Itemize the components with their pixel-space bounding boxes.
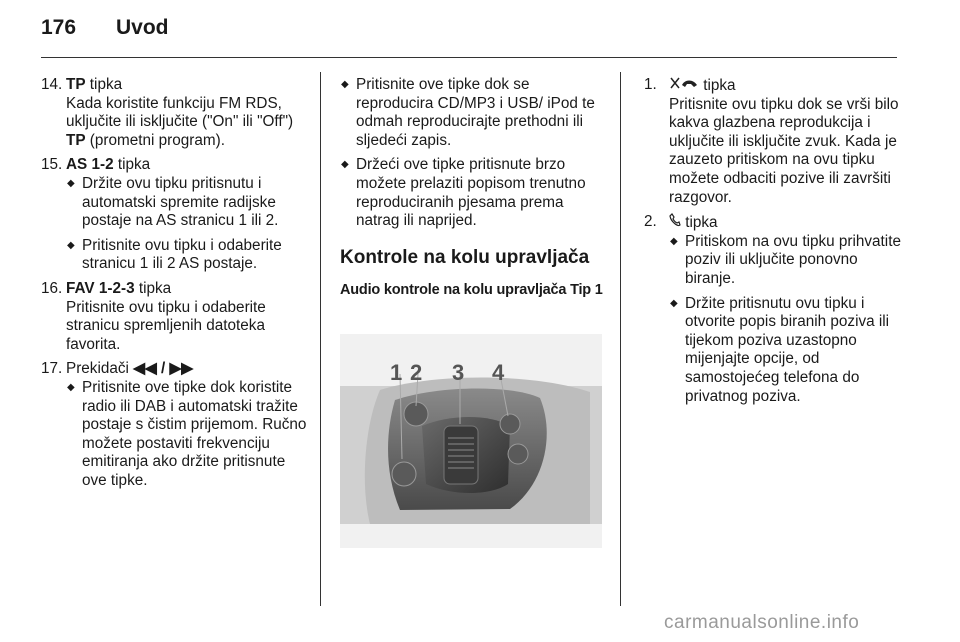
item-number: 1.: [644, 76, 657, 93]
page-header: [0, 0, 960, 58]
bullet-item: ◆ Pritiskom na ovu tipku prihvatite poziv ili uključite ponovno biranje.: [670, 232, 901, 287]
item-number: 16.: [41, 279, 63, 297]
item-description: Pritisnite ovu tipku i odaberite stranicu spremljenih datoteka favorita.: [66, 298, 266, 353]
section-title: Kontrole na kolu upravljača: [340, 246, 590, 268]
callout-2: 2: [410, 360, 423, 385]
phone-icon: [669, 214, 681, 231]
item-number: 17.: [41, 360, 63, 378]
section-name: Uvod: [116, 16, 169, 39]
bullet-item: ◆ Pritisnite ove tipke dok koristite radio ili DAB i automatski tražite postaje s čistim prijemom. Ručno možete postaviti frekvenciju emitiranja ako držite pritisnute ove tipke.: [67, 378, 307, 489]
bullet-icon: ◆: [670, 297, 678, 309]
item-number: 2.: [644, 213, 657, 231]
bullet-icon: ◆: [67, 177, 75, 189]
item-description: Kada koristite funkciju FM RDS, uključite ili isključite ("On" ili "Off") TP (prometni program).: [66, 94, 294, 149]
header-divider: [41, 57, 897, 58]
steering-wheel-controls-figure: [340, 334, 602, 548]
column-3: [644, 76, 906, 406]
item-number: 14.: [41, 76, 63, 93]
bullet-item: ◆ Držite pritisnutu ovu tipku i otvorite popis biranih poziva ili tijekom poziva uzastopno mijenjajte opcije, od samostojećeg telefona do privatnog poziva.: [670, 294, 890, 405]
item-description: Pritisnite ovu tipku dok se vrši bilo kakva glazbena reprodukcija i uključite ili isključite zvuk. Kada je zauzeto pritiskom na ovu tipku možete odbaciti pozive ili završiti razgovor.: [669, 95, 899, 206]
list-item-14: [41, 76, 313, 95]
bullet-icon: ◆: [67, 239, 75, 251]
bullet-item: ◆ Pritisnite ovu tipku i odaberite stranicu 1 ili 2 AS postaje.: [67, 236, 282, 273]
steering-wheel-illustration: [340, 334, 602, 548]
item-number: 15.: [41, 156, 63, 174]
column-1: [41, 76, 313, 490]
callout-3: 3: [452, 360, 465, 385]
list-item-15: 15. AS 1-2 tipka: [41, 156, 151, 174]
column-divider-1: [320, 72, 321, 606]
list-item-16: 16. FAV 1-2-3 tipka: [41, 279, 172, 297]
column-divider-2: [620, 72, 621, 606]
callout-1: 1: [390, 360, 403, 385]
list-item-1: 1. tipka: [644, 76, 736, 94]
key-label: TP: [66, 76, 86, 93]
bullet-icon: ◆: [341, 79, 349, 90]
watermark: carmanualsonline.info: [664, 612, 860, 633]
key-label: FAV 1-2-3: [66, 279, 135, 297]
bullet-icon: ◆: [67, 381, 75, 393]
bullet-item: ◆ Pritisnite ove tipke dok se reproducira CD/MP3 i USB/ iPod te odmah reproducirajte prethodni ili sljedeći zapis.: [341, 76, 595, 149]
list-item-2: 2. tipka: [644, 213, 718, 232]
item-suffix: tipka: [85, 76, 123, 93]
callout-4: 4: [492, 360, 505, 385]
list-item-17: 17. Prekidači ◀◀ / ▶▶: [41, 360, 193, 378]
page-number: 176: [41, 16, 77, 39]
column-2: [340, 76, 608, 299]
bullet-item: ◆ Držite ovu tipku pritisnutu i automatski spremite radijske postaje na AS stranicu 1 ili 2.: [67, 174, 279, 230]
bullet-item: ◆ Držeći ove tipke pritisnute brzo možete prelaziti popisom trenutno reproduciranih pjesama prema natrag ili naprijed.: [341, 156, 586, 230]
bullet-icon: ◆: [670, 235, 678, 247]
subsection-title: Audio kontrole na kolu upravljača Tip 1: [340, 281, 603, 298]
key-label: AS 1-2: [66, 156, 114, 174]
mute-end-call-icon: [669, 77, 699, 94]
seek-icon: ◀◀ / ▶▶: [133, 360, 193, 378]
bullet-icon: ◆: [341, 159, 349, 171]
